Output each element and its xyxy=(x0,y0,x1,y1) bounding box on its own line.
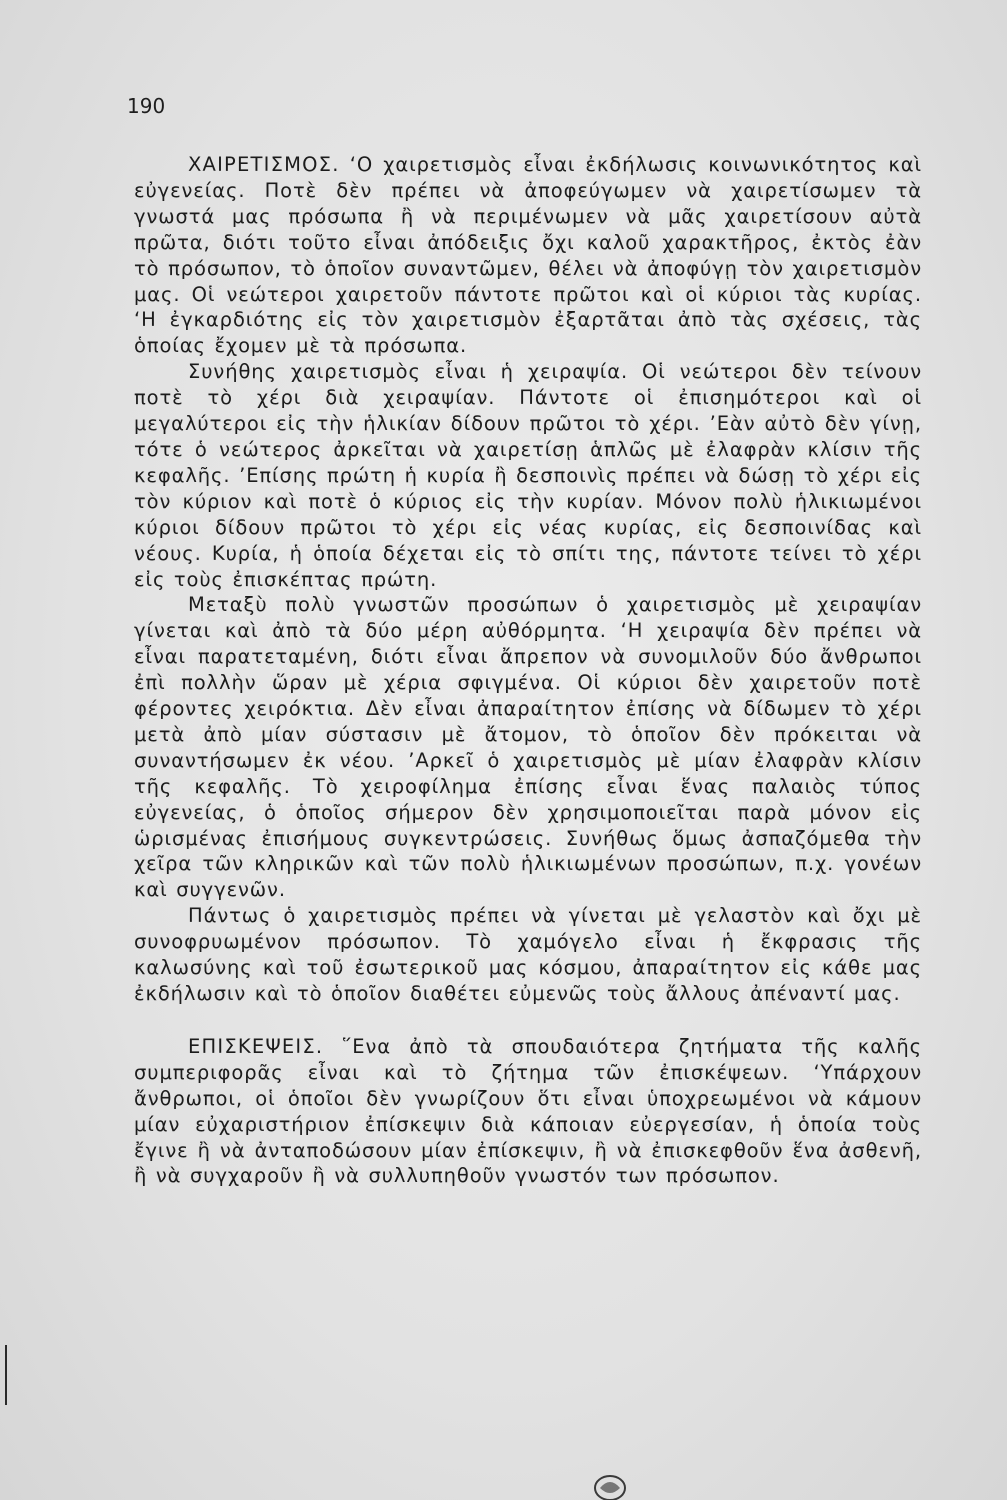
section-gap xyxy=(134,1007,922,1034)
paragraph xyxy=(134,152,922,359)
paragraph: Συνήθης χαιρετισμὸς εἶναι ἡ χειραψία. Οἱ νεώτεροι δὲν τείνουν ποτὲ τὸ χέρι διὰ χειραψίαν. Πάντοτε οἱ ἐπισημότεροι καὶ οἱ μεγαλύτεροι εἰς τὴν ἡλικίαν δίδουν πρῶτοι τὸ χέρι. ’Εὰν αὐτὸ δὲν γίνῃ, τότε ὁ νεώτερος ἀρκεῖται νὰ χαιρετίσῃ ἁπλῶς μὲ ἐλαφρὰν κλίσιν τῆς κεφαλῆς. ’Επίσης πρώτη ἡ κυρία ἢ δεσποινὶς πρέπει νὰ δώσῃ τὸ χέρι εἰς τὸν κύριον καὶ ποτὲ ὁ κύριος εἰς τὴν κυρίαν. Μόνον πολὺ ἡλικιωμένοι κύριοι δίδουν πρῶτοι τὸ χέρι εἰς νέας κυρίας, εἰς δεσποινίδας καὶ νέους. Κυρία, ἡ ὁποία δέχεται εἰς τὸ σπίτι της, πάντοτε τείνει τὸ χέρι εἰς τοὺς ἐπισκέπτας πρώτη. xyxy=(134,360,922,591)
section-heading: ΧΑΙΡΕΤΙΣΜΟΣ. xyxy=(188,153,340,176)
paragraph-text: ῞Ενα ἀπὸ τὰ σπουδαιότερα ζητήματα τῆς καλῆς συμπεριφορᾶς εἶναι καὶ τὸ ζήτημα τῶν ἐπισκέψεων. ‘Υπάρχουν ἄνθρωποι, οἱ ὁποῖοι δὲν γνωρίζουν ὅτι εἶναι ὑποχρεωμένοι νὰ κάμουν μίαν εὐχαριστήριον ἐπίσκεψιν διὰ κάποιαν εὐεργεσίαν, ἡ ὁποία τοὺς ἔγινε ἢ νὰ ἀνταποδώσουν μίαν ἐπίσκεψιν, ἢ νὰ ἐπισκεφθοῦν ἕνα ἀσθενῆ, ἢ νὰ συγχαροῦν ἢ νὰ συλλυπηθοῦν γνωστόν των πρόσωπον. xyxy=(134,1034,922,1188)
section-greetings xyxy=(134,152,922,1007)
page-number: 190 xyxy=(127,94,166,118)
paragraph-text: ‘Ο χαιρετισμὸς εἶναι ἐκδήλωσις κοινωνικότητος καὶ εὐγενείας. Ποτὲ δὲν πρέπει νὰ ἀποφεύγωμεν νὰ χαιρετίσωμεν τὰ γνωστά μας πρόσωπα ἢ νὰ περιμένωμεν νὰ μᾶς χαιρετίσουν αὐτὰ πρῶτα, διότι τοῦτο εἶναι ἀπόδειξις ὄχι καλοῦ χαρακτῆρος, ἐκτὸς ἐὰν τὸ πρόσωπον, τὸ ὁποῖον συναντῶμεν, θέλει νὰ ἀποφύγῃ τὸν χαιρετισμὸν μας. Οἱ νεώτεροι χαιρετοῦν πάντοτε πρῶτοι καὶ οἱ κύριοι τὰς κυρίας. ‘Η ἐγκαρδιότης εἰς τὸν χαιρετισμὸν ἐξαρτᾶται ἀπὸ τὰς σχέσεις, τὰς ὁποίας ἔχομεν μὲ τὰ πρόσωπα. xyxy=(134,153,922,358)
ornament-icon xyxy=(590,1468,630,1500)
paragraph xyxy=(134,1034,922,1189)
section-heading: ΕΠΙΣΚΕΨΕΙΣ. xyxy=(188,1034,324,1058)
margin-rule xyxy=(5,1345,7,1405)
section-visits xyxy=(134,1034,922,1189)
paragraph: Μεταξὺ πολὺ γνωστῶν προσώπων ὁ χαιρετισμὸς μὲ χειραψίαν γίνεται καὶ ἀπὸ τὰ δύο μέρη αὐθόρμητα. ‘Η χειραψία δὲν πρέπει νὰ εἶναι παρατεταμένη, διότι εἶναι ἄπρεπον νὰ συνομιλοῦν δύο ἄνθρωποι ἐπὶ πολλὴν ὥραν μὲ χέρια σφιγμένα. Οἱ κύριοι δὲν χαιρετοῦν ποτὲ φέροντες χειρόκτια. Δὲν εἶναι ἀπαραίτητον ἐπίσης νὰ δίδωμεν τὸ χέρι μετὰ ἀπὸ μίαν σύστασιν μὲ ἄτομον, τὸ ὁποῖον δὲν πρόκειται νὰ συναντήσωμεν ἐκ νέου. ’Αρκεῖ ὁ χαιρετισμὸς μὲ μίαν ἐλαφρὰν κλίσιν τῆς κεφαλῆς. Τὸ χειροφίλημα ἐπίσης εἶναι ἕνας παλαιὸς τύπος εὐγενείας, ὁ ὁποῖος σήμερον δὲν χρησιμοποιεῖται παρὰ μόνον εἰς ὡρισμένας ἐπισήμους συγκεντρώσεις. Συνήθως ὅμως ἀσπαζόμεθα τὴν χεῖρα τῶν κληρικῶν καὶ τῶν πολὺ ἡλικιωμένων προσώπων, π.χ. γονέων καὶ συγγενῶν. xyxy=(134,593,922,902)
body-text xyxy=(134,152,922,1189)
paragraph: Πάντως ὁ χαιρετισμὸς πρέπει νὰ γίνεται μὲ γελαστὸν καὶ ὄχι μὲ συνοφρυωμένον πρόσωπον. Τὸ χαμόγελο εἶναι ἡ ἔκφρασις τῆς καλωσύνης καὶ τοῦ ἐσωτερικοῦ μας κόσμου, ἀπαραίτητον εἰς κάθε μας ἐκδήλωσιν καὶ τὸ ὁποῖον διαθέτει εὐμενῶς τοὺς ἄλλους ἀπέναντί μας. xyxy=(134,904,922,1005)
